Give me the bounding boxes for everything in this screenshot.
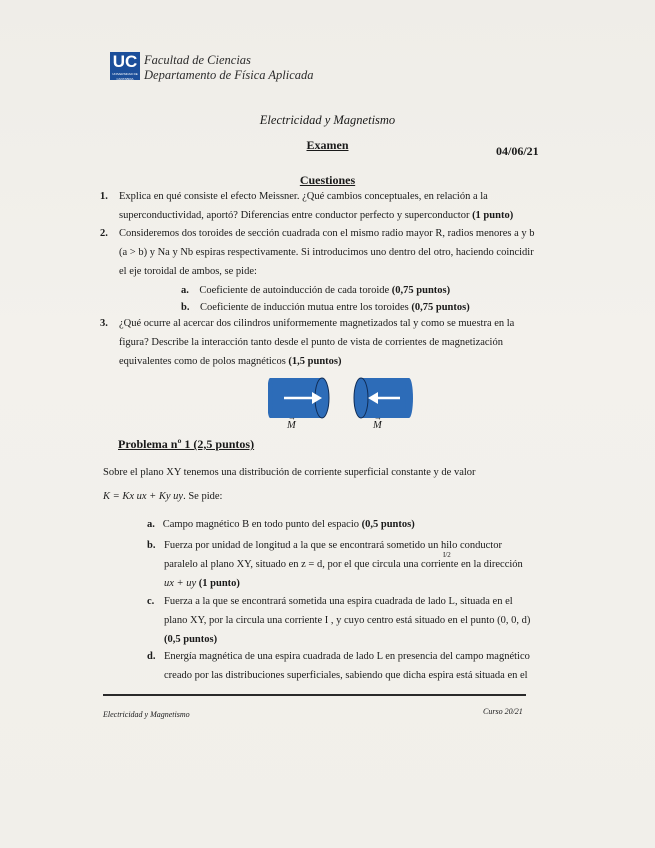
subitem-label: b. [181,302,190,313]
surface-current-formula: K = Kx ux + Ky uy [103,491,184,502]
item-line: Campo magnético B en todo punto del espacio [162,519,359,530]
question-line: Explica en qué consiste el efecto Meissner. ¿Qué cambios conceptuales, en relación a la [119,191,488,202]
question-line: equivalentes como de polos magnéticos [119,356,286,367]
item-points: (1 punto) [198,578,240,589]
item-points: (0,5 puntos) [164,634,218,645]
footer-subject: Electricidad y Magnetismo [103,710,190,719]
logo-subtext: UNIVERSIDAD DE CANTABRIA [112,72,138,81]
subitem-points: (0,75 puntos) [391,285,451,296]
subitem-label: a. [181,285,189,296]
subitem-text: Coeficiente de autoinducción de cada toroide [199,285,390,296]
right-cylinder [354,378,413,418]
question-line: ¿Qué ocurre al acercar dos cilindros uniformemente magnetizados tal y como se muestra en la [119,318,515,329]
item-line: paralelo al plano XY, situado en z = d, por el que circula una corriente en la dirección [164,559,523,570]
header-institution [144,53,314,83]
left-magnetization-label: → M [287,413,296,431]
item-line: plano XY, por la circula una corriente I , y cuyo centro está situado en el punto (0, 0, d) [164,615,531,626]
question-line: figura? Describe la interacción tanto desde el punto de vista de corrientes de magnetización [119,337,503,348]
problem-1-title: Problema nº 1 (2,5 puntos) [118,437,255,451]
exam-label: Examen [306,138,349,152]
item-label: d. [147,651,156,662]
exam-date: 04/06/21 [496,144,539,158]
subitem-points: (0,75 puntos) [411,302,470,313]
problem-item-a [147,515,415,534]
left-cylinder [268,378,329,418]
item-line: Fuerza por unidad de longitud a la que se encontrará sometido un hilo conductor [164,540,502,551]
subitem-text: Coeficiente de inducción mutua entre los toroides [199,302,409,313]
cuestiones-heading: Cuestiones [299,173,356,187]
problem-intro-tail: . Se pide: [183,491,223,502]
item-line: Energía magnética de una espira cuadrada de lado L en presencia del campo magnético [164,651,530,662]
question-points: (1 punto) [472,210,514,221]
item-points: (0,5 puntos) [361,519,415,530]
item-line: ux + uy [164,578,197,589]
university-logo [110,52,140,80]
item-label: c. [147,596,155,607]
question-line: (a > b) y Na y Nb espiras respectivamente. Si introducimos uno dentro del otro, haciendo coincidir [119,247,534,258]
question-line: el eje toroidal de ambos, se pide: [119,266,257,277]
question-line: superconductividad, aportó? Diferencias entre conductor perfecto y superconductor [119,210,470,221]
item-line: Fuerza a la que se encontrará sometida una espira cuadrada de lado L, situada en el [164,596,513,607]
current-mark: I/2 [443,551,451,559]
item-label: a. [147,519,155,530]
question-points: (1,5 puntos) [288,356,342,367]
problem-intro-line: Sobre el plano XY tenemos una distribución de corriente superficial constante y de valor [103,467,476,478]
faculty-name: Facultad de Ciencias [144,53,251,67]
logo-text: UC [112,52,138,71]
question-number: 1. [100,191,108,202]
subject-title: Electricidad y Magnetismo [259,113,396,127]
footer-course: Curso 20/21 [483,707,523,716]
item-label: b. [147,540,156,551]
item-line: creado por las distribuciones superficiales, sabiendo que dicha espira está situada en el [164,670,528,681]
footer-divider [103,694,526,696]
right-magnetization-label: → M [373,413,382,431]
problem-intro [103,463,476,506]
department-name: Departamento de Física Aplicada [144,68,314,82]
question-line: Consideremos dos toroides de sección cuadrada con el mismo radio mayor R, radios menores a y b [119,228,535,239]
question-number: 2. [100,228,108,239]
question-number: 3. [100,318,108,329]
